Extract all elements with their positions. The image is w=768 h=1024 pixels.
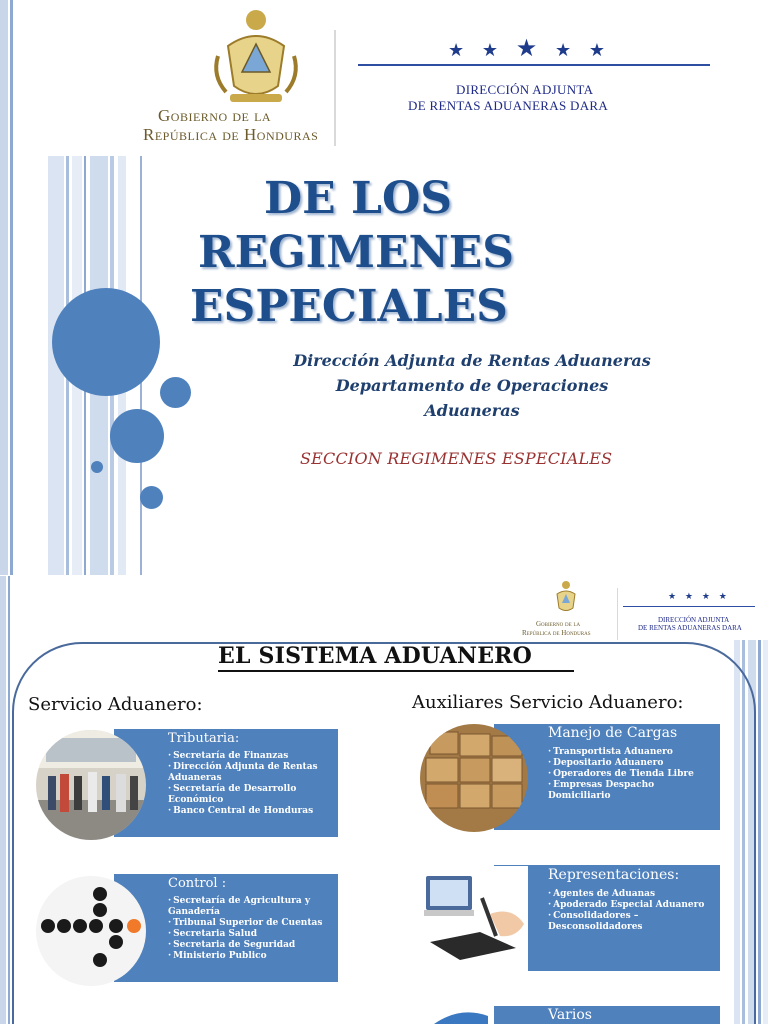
list-item: · Tribunal Superior de Cuentas	[168, 918, 334, 929]
title-line2: REGIMENES	[198, 227, 515, 278]
varios-photo	[430, 1006, 490, 1024]
list-item: · Secretaria Salud	[168, 929, 334, 940]
honduras-coat-of-arms-icon	[552, 580, 580, 616]
computer-signature-photo	[420, 866, 528, 974]
list-item: · Banco Central de Honduras	[168, 806, 328, 817]
header-divider	[334, 30, 336, 146]
honduras-coat-of-arms-icon	[208, 6, 304, 106]
tributaria-list	[168, 751, 328, 817]
stars-icon: ★ ★ ★ ★ ★	[448, 34, 611, 62]
page-title	[190, 172, 550, 334]
list-item: · Empresas Despacho Domiciliario	[548, 780, 716, 802]
list-item: · Secretaría de Finanzas	[168, 751, 328, 762]
manejo-cargas-list	[548, 747, 716, 802]
decorative-circle-bottom	[140, 486, 163, 509]
system-title: EL SISTEMA ADUANERO	[218, 643, 533, 669]
list-item: · Agentes de Aduanas	[548, 889, 716, 900]
government-name-line1: Gobierno de la	[158, 106, 272, 125]
list-item: · Transportista Aduanero	[548, 747, 716, 758]
title-line3: ESPECIALES	[190, 281, 508, 332]
dara-name-line2-small: DE RENTAS ADUANERAS DARA	[638, 624, 742, 632]
government-name-line2-small: República de Honduras	[522, 629, 591, 637]
control-title: Control :	[168, 876, 227, 891]
list-item: · Secretaría de Desarrollo Económico	[168, 784, 328, 806]
dara-name-line2: DE RENTAS ADUANERAS DARA	[408, 98, 609, 113]
list-item: · Depositario Aduanero	[548, 758, 716, 769]
dara-name-line1-small: DIRECCIÓN ADJUNTA	[658, 616, 730, 624]
varios-box	[494, 1006, 720, 1024]
decorative-circle-medium	[110, 409, 164, 463]
left-column-heading: Servicio Aduanero:	[28, 694, 203, 715]
varios-title: Varios	[548, 1007, 592, 1023]
header-divider-small	[617, 588, 618, 640]
stars-rule-small	[623, 606, 755, 607]
decorative-circle-small	[160, 377, 191, 408]
control-buttons-photo	[36, 876, 146, 986]
government-name-line2: República de Honduras	[143, 125, 319, 144]
subtitle	[262, 348, 682, 423]
system-slide	[0, 576, 768, 1024]
control-list	[168, 896, 334, 962]
title-line1: DE LOS	[264, 173, 453, 224]
section-label: SECCION REGIMENES ESPECIALES	[300, 449, 613, 468]
subtitle-line1: Dirección Adjunta de Rentas Aduaneras	[293, 351, 651, 370]
list-item: · Dirección Adjunta de Rentas Aduaneras	[168, 762, 328, 784]
subtitle-line2: Departamento de Operaciones	[335, 376, 609, 395]
government-name-line1-small: Gobierno de la	[536, 620, 581, 628]
stars-rule	[358, 64, 710, 66]
tributaria-title: Tributaria:	[168, 731, 240, 746]
list-item: · Operadores de Tienda Libre	[548, 769, 716, 780]
representaciones-title: Representaciones:	[548, 867, 680, 883]
header-banner	[48, 0, 768, 156]
header-logo-small	[520, 580, 768, 642]
list-item: · Ministerio Publico	[168, 951, 334, 962]
cargo-boxes-photo	[420, 724, 528, 832]
list-item: · Secretaria de Seguridad	[168, 940, 334, 951]
representaciones-list	[548, 889, 716, 933]
list-item: · Consolidadores – Desconsolidadores	[548, 911, 716, 933]
right-column-heading: Auxiliares Servicio Aduanero:	[412, 692, 684, 713]
list-item: · Apoderado Especial Aduanero	[548, 900, 716, 911]
stars-icon-small: ★ ★ ★ ★	[668, 592, 730, 602]
dara-name-line1: DIRECCIÓN ADJUNTA	[456, 82, 594, 97]
customs-office-photo	[36, 730, 146, 840]
manejo-cargas-title: Manejo de Cargas	[548, 725, 678, 741]
system-title-underline	[218, 670, 574, 672]
decorative-circle-large	[52, 288, 160, 396]
subtitle-line3: Aduaneras	[424, 401, 520, 420]
list-item: · Secretaría de Agricultura y Ganadería	[168, 896, 334, 918]
decorative-circle-tiny	[91, 461, 103, 473]
